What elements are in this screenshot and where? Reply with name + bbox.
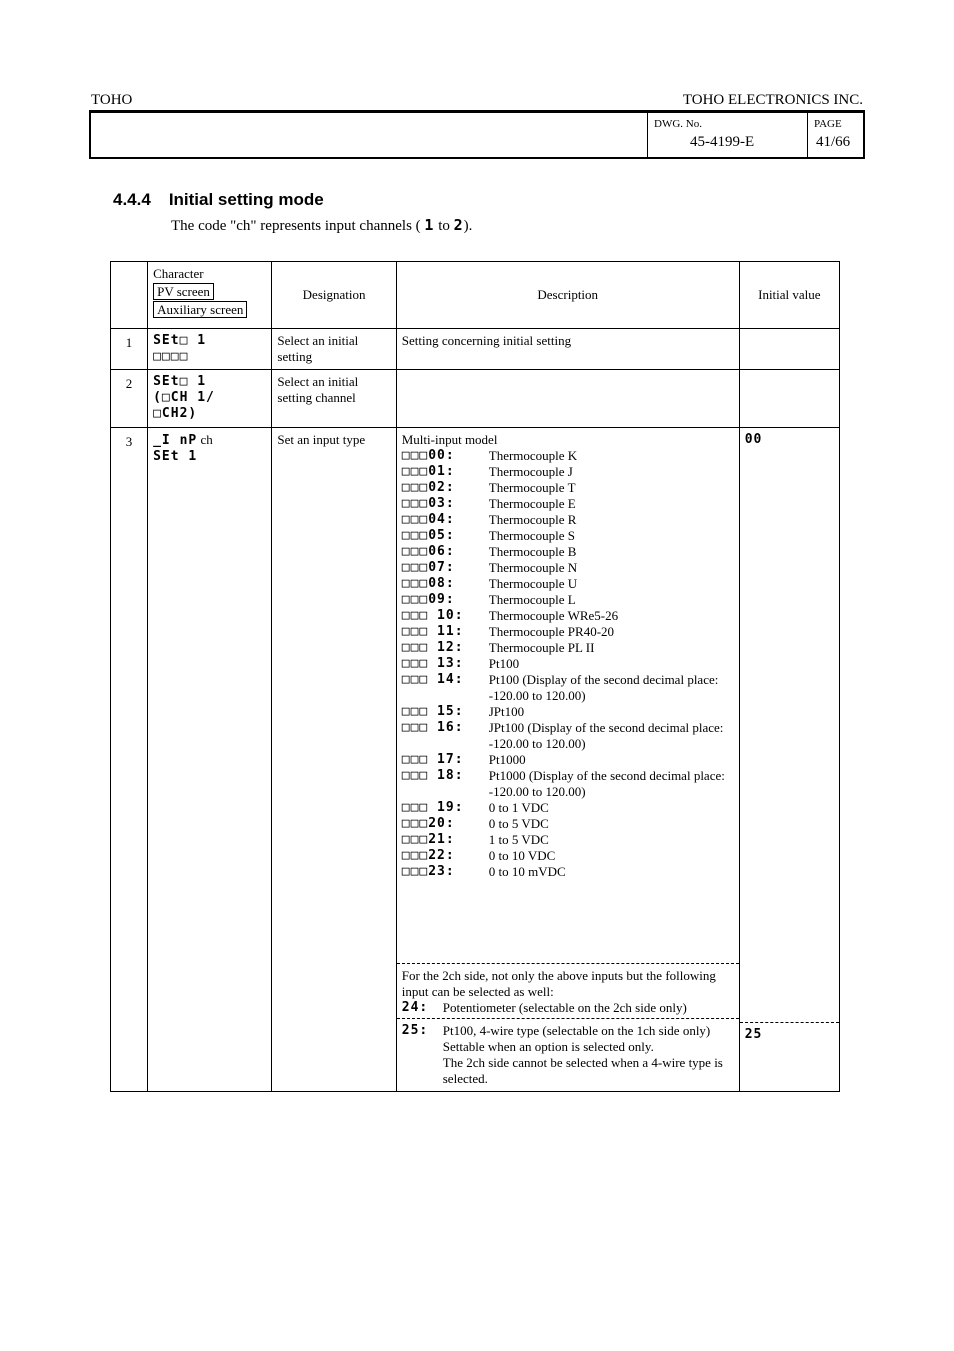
header-designation: Designation	[272, 262, 396, 329]
option-code: □□□06:	[401, 544, 455, 559]
option-label: Pt100	[488, 656, 520, 671]
list-item	[402, 864, 734, 880]
option-label: Pt100 (Display of the second decimal place: -120.00 to 120.00)	[488, 672, 719, 703]
list-item	[402, 608, 734, 624]
page-number-value: 41/66	[816, 134, 851, 150]
initial-value-cell	[739, 329, 839, 370]
option-label: Thermocouple R	[488, 512, 577, 527]
option-code: □□□09:	[401, 592, 455, 607]
table-row	[111, 370, 840, 428]
option-label: Potentiometer (selectable on the 2ch side only)	[442, 1000, 687, 1015]
input-type-list	[397, 428, 739, 964]
list-item	[402, 448, 734, 464]
option-label: Thermocouple K	[488, 448, 578, 463]
option-label: Thermocouple L	[488, 592, 576, 607]
section-number: 4.4.4	[113, 190, 151, 209]
option-code: □□□ 11:	[401, 624, 464, 639]
option-list	[402, 448, 734, 880]
list-item	[402, 832, 734, 848]
header-company-full: TOHO ELECTRONICS INC.	[682, 92, 863, 108]
option-25-label: Pt100, 4-wire type (selectable on the 1ch side only)	[442, 1023, 711, 1038]
channel-1-code: 1	[424, 216, 435, 234]
option-label: JPt100	[488, 704, 525, 719]
list-item	[402, 512, 734, 528]
option-code: □□□02:	[401, 480, 455, 495]
option-label: Thermocouple B	[488, 544, 577, 559]
list-item	[402, 848, 734, 864]
list-item	[402, 544, 734, 560]
option-code: 24:	[401, 1000, 429, 1015]
aux-code-ch1: (□CH 1/	[153, 390, 215, 405]
description-cell	[396, 370, 739, 428]
initial-setting-table	[110, 261, 840, 1092]
list-item	[402, 640, 734, 656]
option-label: Thermocouple E	[488, 496, 576, 511]
option-code: □□□ 16:	[401, 720, 464, 735]
header-character-cell	[148, 262, 272, 329]
option-code: □□□07:	[401, 560, 455, 575]
table-row	[111, 329, 840, 370]
second-channel-note	[397, 964, 739, 1019]
option-label	[443, 1023, 734, 1087]
option-code: □□□01:	[401, 464, 455, 479]
four-wire-option	[397, 1019, 739, 1091]
intro-end-text: ).	[463, 218, 473, 234]
designation-cell: Set an input type	[272, 428, 396, 1092]
header-character: Character	[153, 266, 204, 281]
list-item	[402, 672, 734, 704]
option-code: □□□ 10:	[401, 608, 464, 623]
drawing-number-cell	[647, 113, 806, 157]
option-code: □□□20:	[401, 816, 455, 831]
pv-code-suffix: ch	[200, 432, 213, 447]
option-label: Thermocouple PL II	[488, 640, 595, 655]
option-label: Thermocouple T	[488, 480, 576, 495]
list-item	[402, 592, 734, 608]
row-number: 3	[111, 428, 148, 1092]
option-code: 25:	[401, 1023, 429, 1038]
aux-code: SEt 1	[153, 449, 198, 464]
intro-text: The code "ch" represents input channels (	[171, 218, 425, 234]
option-code: □□□08:	[401, 576, 455, 591]
option-code: □□□05:	[401, 528, 455, 543]
description-cell	[396, 428, 739, 1092]
section-title: Initial setting mode	[168, 190, 324, 209]
page-number-cell	[807, 113, 864, 157]
option-label: Thermocouple WRe5-26	[488, 608, 619, 623]
option-code: □□□04:	[401, 512, 455, 527]
option-label: Thermocouple N	[488, 560, 578, 575]
character-cell	[148, 370, 272, 428]
list-item	[402, 1023, 734, 1087]
option-label: 0 to 1 VDC	[488, 800, 549, 815]
list-item	[402, 480, 734, 496]
option-label: JPt100 (Display of the second decimal place: -120.00 to 120.00)	[488, 720, 724, 751]
initial-value-default: 00	[740, 428, 839, 1023]
initial-value-cell	[739, 370, 839, 428]
option-label: Thermocouple PR40-20	[488, 624, 615, 639]
option-code: □□□ 17:	[401, 752, 464, 767]
header-no-cell	[111, 262, 148, 329]
designation-cell: Select an initial setting channel	[272, 370, 396, 428]
drawing-number-value: 45-4199-E	[690, 134, 755, 150]
note-text: For the 2ch side, not only the above inputs but the following input can be selected as well:	[401, 968, 716, 999]
list-item	[402, 704, 734, 720]
option-label: 1 to 5 VDC	[488, 832, 549, 847]
aux-code: □□□□	[153, 349, 189, 364]
header-initial-value: Initial value	[739, 262, 839, 329]
list-item	[402, 576, 734, 592]
header-pv-screen: PV screen	[153, 283, 214, 300]
list-item	[402, 560, 734, 576]
aux-code-ch2: □CH2)	[153, 406, 198, 421]
option-label: Pt1000	[488, 752, 526, 767]
intro-to-text: to	[434, 218, 454, 234]
channel-2-code: 2	[453, 216, 464, 234]
list-item	[402, 720, 734, 752]
character-cell	[148, 428, 272, 1092]
designation-cell: Select an initial setting	[272, 329, 396, 370]
header-aux-screen: Auxiliary screen	[153, 301, 247, 318]
row-number: 1	[111, 329, 148, 370]
option-code: □□□23:	[401, 864, 455, 879]
list-item	[402, 496, 734, 512]
list-item	[402, 624, 734, 640]
option-code: □□□ 18:	[401, 768, 464, 783]
table-header-row	[111, 262, 840, 329]
option-code: □□□00:	[401, 448, 455, 463]
option-code: □□□03:	[401, 496, 455, 511]
pv-code: SEt□ 1	[153, 374, 207, 389]
initial-value-four-wire: 25	[744, 1027, 763, 1042]
header-description: Description	[396, 262, 739, 329]
option-label: 0 to 10 VDC	[488, 848, 556, 863]
option-label: Thermocouple J	[488, 464, 573, 479]
row-number: 2	[111, 370, 148, 428]
option-label: 0 to 10 mVDC	[488, 864, 566, 879]
list-item	[402, 768, 734, 800]
option-label: Thermocouple U	[488, 576, 578, 591]
list-item	[402, 464, 734, 480]
character-cell	[148, 329, 272, 370]
drawing-number-label: DWG. No.	[654, 118, 702, 130]
list-item	[402, 800, 734, 816]
section-intro	[171, 216, 472, 235]
option-label: 0 to 5 VDC	[488, 816, 549, 831]
list-item	[402, 1000, 734, 1016]
header-company-short: TOHO	[91, 92, 133, 108]
model-label: Multi-input model	[401, 432, 498, 447]
option-code: □□□ 19:	[401, 800, 464, 815]
option-code: □□□ 13:	[401, 656, 464, 671]
initial-value-cell	[739, 428, 839, 1092]
page-label: PAGE	[814, 118, 842, 130]
option-code: □□□ 15:	[401, 704, 464, 719]
list-item	[402, 752, 734, 768]
description-cell: Setting concerning initial setting	[396, 329, 739, 370]
option-label: Pt1000 (Display of the second decimal place: -120.00 to 120.00)	[488, 768, 725, 799]
option-code: □□□22:	[401, 848, 455, 863]
header-box	[89, 110, 865, 159]
option-25-note-1: Settable when an option is selected only.	[442, 1039, 654, 1054]
pv-code: SEt□ 1	[153, 333, 207, 348]
option-25-note-2: The 2ch side cannot be selected when a 4-wire type is selected.	[442, 1055, 723, 1086]
section-heading	[113, 190, 324, 210]
pv-code: _I nP	[153, 433, 198, 448]
table-row	[111, 428, 840, 1092]
option-code: □□□ 12:	[401, 640, 464, 655]
option-code: □□□ 14:	[401, 672, 464, 687]
option-label: Thermocouple S	[488, 528, 576, 543]
list-item	[402, 656, 734, 672]
list-item	[402, 816, 734, 832]
option-code: □□□21:	[401, 832, 455, 847]
list-item	[402, 528, 734, 544]
